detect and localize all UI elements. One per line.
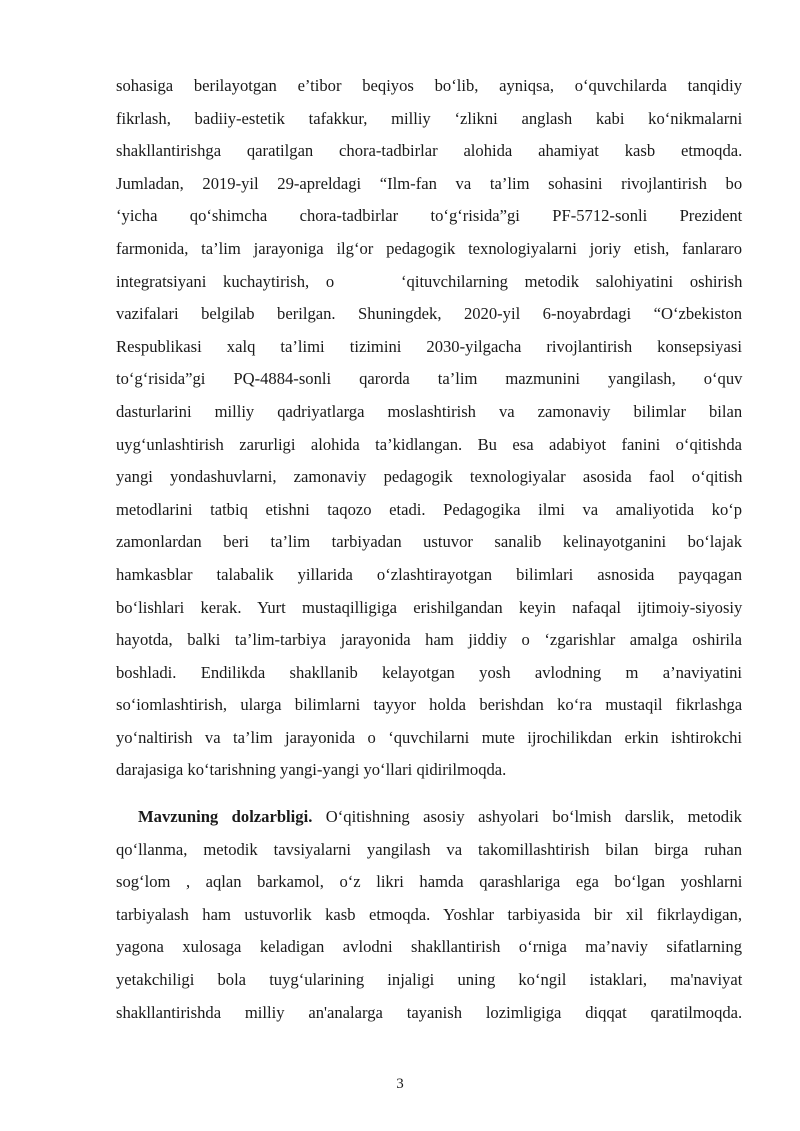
text-line: fikrlash, badiiy-estetik tafakkur, milliy ‘zlikni anglash kabi ko‘nikmalarni	[116, 108, 743, 128]
text-line: hamkasblar talabalik yillarida o‘zlashtirayotgan bilimlari asnosida payqagan	[116, 564, 742, 584]
text-line: tarbiyalash ham ustuvorlik kasb etmoqda. Yoshlar tarbiyasida bir xil fikrlaydigan,	[116, 904, 742, 924]
text-line: sohasiga berilayotgan e’tibor beqiyos bo‘lib, ayniqsa, o‘quvchilarda tanqidiy	[116, 76, 742, 95]
text-line-first	[116, 801, 742, 834]
text-line: yagona xulosaga keladigan avlodni shakllantirish o‘rniga ma’naviy sifatlarning	[116, 937, 742, 957]
text-line: yangi yondashuvlarni, zamonaviy pedagogik texnologiyalar asosida faol o‘qitish	[116, 467, 743, 487]
text-line: Respublikasi xalq ta’limi tizimini 2030-yilgacha rivojlantirish konsepsiyasi	[116, 336, 742, 356]
text-line: uyg‘unlashtirish zarurligi alohida ta’kidlangan. Bu esa adabiyot fanini o‘qitishda	[116, 434, 742, 454]
text-line: boshladi. Endilikda shakllanib kelayotgan yosh avlodning m a’naviyatini	[116, 662, 742, 682]
text-line: to‘g‘risida”gi PQ-4884-sonli qarorda ta’lim mazmunini yangilash, o‘quv	[116, 369, 743, 389]
text-line: hayotda, balki ta’lim-tarbiya jarayonida ham jiddiy o ‘zgarishlar amalga oshirila	[116, 630, 742, 650]
paragraph-1	[116, 70, 742, 787]
document-page	[116, 70, 742, 1029]
text-line: shakllantirishga qaratilgan chora-tadbirlar alohida ahamiyat kasb etmoqda.	[116, 141, 743, 161]
text-line: sog‘lom , aqlan barkamol, o‘z likri hamda qarashlariga ega bo‘lgan yoshlarni	[116, 872, 743, 892]
text-line: yo‘naltirish va ta’lim jarayonida o ‘quvchilarni mute ijrochilikdan erkin ishtirokchi	[116, 727, 742, 747]
page-number: 3	[396, 1076, 404, 1092]
text-line: shakllantirishda milliy an'analarga tayanish lozimligiga diqqat qaratilmoqda.	[116, 1002, 743, 1022]
text-line: zamonlardan beri ta’lim tarbiyadan ustuvor sanalib kelinayotganini bo‘lajak	[116, 532, 742, 552]
text-line: farmonida, ta’lim jarayoniga ilg‘or pedagogik texnologiyalarni joriy etish, fanlararo	[116, 238, 742, 258]
section-heading: Mavzuning dolzarbligi.	[138, 807, 313, 827]
text-line: yetakchiligi bola tuyg‘ularining injaligi uning ko‘ngil istaklari, ma'naviyat	[116, 970, 743, 990]
text-line: dasturlarini milliy qadriyatlarga moslashtirish va zamonaviy bilimlar bilan	[116, 401, 743, 421]
text-line: ‘yicha qo‘shimcha chora-tadbirlar to‘g‘risida”gi PF-5712-sonli Prezident	[116, 206, 743, 226]
text-line: vazifalari belgilab berilgan. Shuningdek, 2020-yil 6-noyabrdagi “O‘zbekiston	[116, 304, 743, 324]
paragraph-2	[116, 801, 742, 1029]
text-line: Jumladan, 2019-yil 29-apreldagi “Ilm-fan va ta’lim sohasini rivojlantirish bo	[116, 173, 743, 193]
text-line: so‘iomlashtirish, ularga bilimlarni tayyor holda berishdan ko‘ra mustaqil fikrlashga	[116, 695, 743, 715]
text-line: darajasiga ko‘tarishning yangi-yangi yo‘llari qidirilmoqda.	[116, 760, 507, 780]
text-line: qo‘llanma, metodik tavsiyalarni yangilash va takomillashtirish bilan birga ruhan	[116, 839, 742, 859]
text-line: bo‘lishlari kerak. Yurt mustaqilligiga erishilgandan keyin nafaqal ijtimoiy-siyosiy	[116, 597, 743, 617]
heading-continuation: O‘qitishning asosiy ashyolari bo‘lmish darslik, metodik	[312, 807, 742, 827]
text-line: integratsiyani kuchaytirish, o ‘qituvchilarning metodik salohiyatini oshirish	[116, 271, 743, 291]
text-line: metodlarini tatbiq etishni taqozo etadi. Pedagogika ilmi va amaliyotida ko‘p	[116, 499, 743, 519]
